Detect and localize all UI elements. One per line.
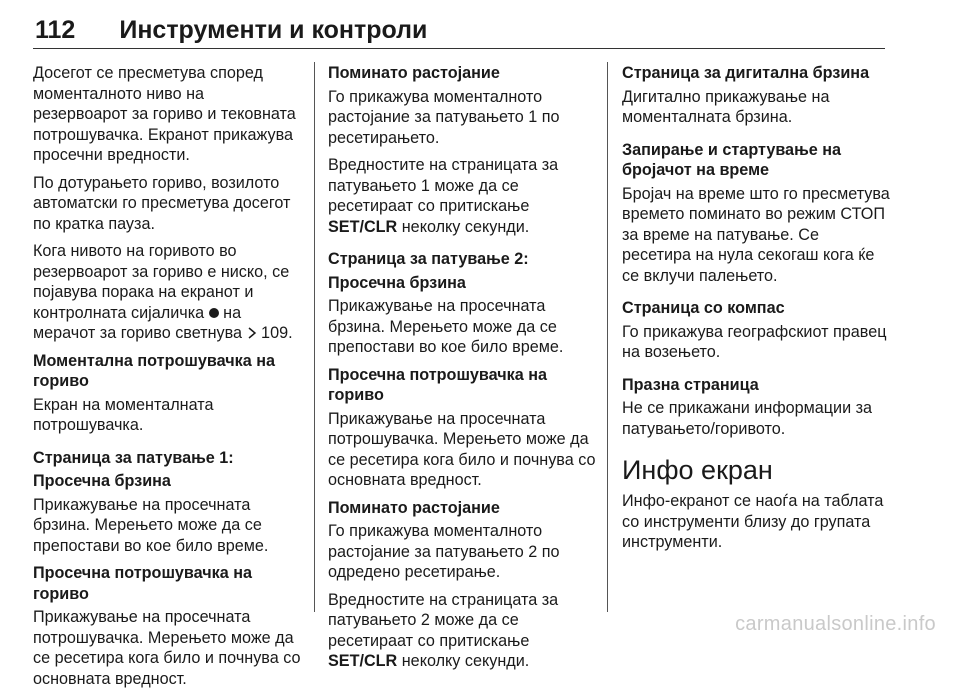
paragraph: Вредностите на страницата за патувањето 1 може да се ресетираат со притискање SET/CLR неколку секунди. xyxy=(328,156,559,236)
section-heading: Просечна потрошувачка на гориво xyxy=(328,365,548,404)
paragraph: Досегот се пресметува според моменталното ниво на резервоарот за гориво и тековната потрошувачка. Екранот прикажува просечни вредности. xyxy=(33,64,296,164)
set-clr-key-label: SET/CLR xyxy=(328,652,398,670)
section-heading: Празна страница xyxy=(622,375,759,394)
page-reference-arrow-icon xyxy=(247,327,257,339)
paragraph: Дигитално прикажување на моменталната брзина. xyxy=(622,87,830,126)
section-heading: Страница со компас xyxy=(622,299,785,317)
column-2 xyxy=(328,63,596,679)
paragraph: Не се прикажани информации за патувањето/горивото. xyxy=(622,399,873,438)
page-number: 112 xyxy=(35,16,76,44)
column-divider xyxy=(314,62,315,612)
column-divider xyxy=(607,62,608,612)
paragraph: Инфо-екранот се наоѓа на таблата со инструменти близу до групата инструменти. xyxy=(622,492,884,551)
column-3 xyxy=(622,63,890,560)
section-heading: Просечна брзина xyxy=(33,472,171,490)
paragraph: Прикажување на просечната брзина. Мерењето може да се препостави во кое било време. xyxy=(328,297,564,356)
section-heading: Просечна брзина xyxy=(328,273,466,292)
section-heading: Поминато растојание xyxy=(328,498,500,517)
paragraph: По дотурањето гориво, возилото автоматски го пресметува досегот по кратка пауза. xyxy=(33,173,291,233)
set-clr-key-label: SET/CLR xyxy=(328,217,398,236)
section-heading: Моментална потрошувачка на гориво xyxy=(33,351,275,390)
paragraph: Вредностите на страницата за патувањето 2 може да се ресетираат со притискање SET/CLR неколку секунди. xyxy=(328,590,559,670)
paragraph: Го прикажува моменталното растојание за патувањето 1 по ресетирањето. xyxy=(328,87,560,147)
column-1 xyxy=(33,63,301,696)
fuel-warning-light-icon xyxy=(209,308,219,318)
section-heading: Страница за патување 1: xyxy=(33,448,234,467)
chapter-title: Инструменти и контроли xyxy=(119,16,428,44)
section-heading: Поминато растојание xyxy=(328,64,500,82)
paragraph: Прикажување на просечната потрошувачка. Мерењето може да се ресетира кога било и почнува со основната вредност. xyxy=(33,608,301,688)
page-header xyxy=(33,0,885,49)
paragraph: Прикажување на просечната брзина. Мерењето може да се препостави во кое било време. xyxy=(33,495,269,555)
paragraph: Прикажување на просечната потрошувачка. Мерењето може да се ресетира кога било и почнува со основната вредност. xyxy=(328,409,596,489)
paragraph: Екран на моменталната потрошувачка. xyxy=(33,395,214,434)
paragraph: Го прикажува географскиот правец на возењето. xyxy=(622,322,887,361)
watermark: carmanualsonline.info xyxy=(735,613,936,635)
chapter-subtitle: Инфо екран xyxy=(622,455,773,485)
section-heading: Страница за патување 2: xyxy=(328,250,529,268)
section-heading: Запирање и стартување на бројачот на време xyxy=(622,140,842,179)
section-heading: Просечна потрошувачка на гориво xyxy=(33,564,253,603)
paragraph: Го прикажува моменталното растојание за патувањето 2 по одредено ресетирање. xyxy=(328,522,560,581)
section-heading: Страница за дигитална брзина xyxy=(622,64,870,82)
paragraph: Кога нивото на горивото во резервоарот за гориво е ниско, се појавува порака на екранот и контролната сијаличка на мерачот за гориво светнува 109. xyxy=(33,242,293,342)
paragraph: Бројач на време што го пресметува времето поминато во режим СТОП за време на патување. Се ресетира на нула секогаш кога ќе се вклучи палењето. xyxy=(622,184,890,285)
